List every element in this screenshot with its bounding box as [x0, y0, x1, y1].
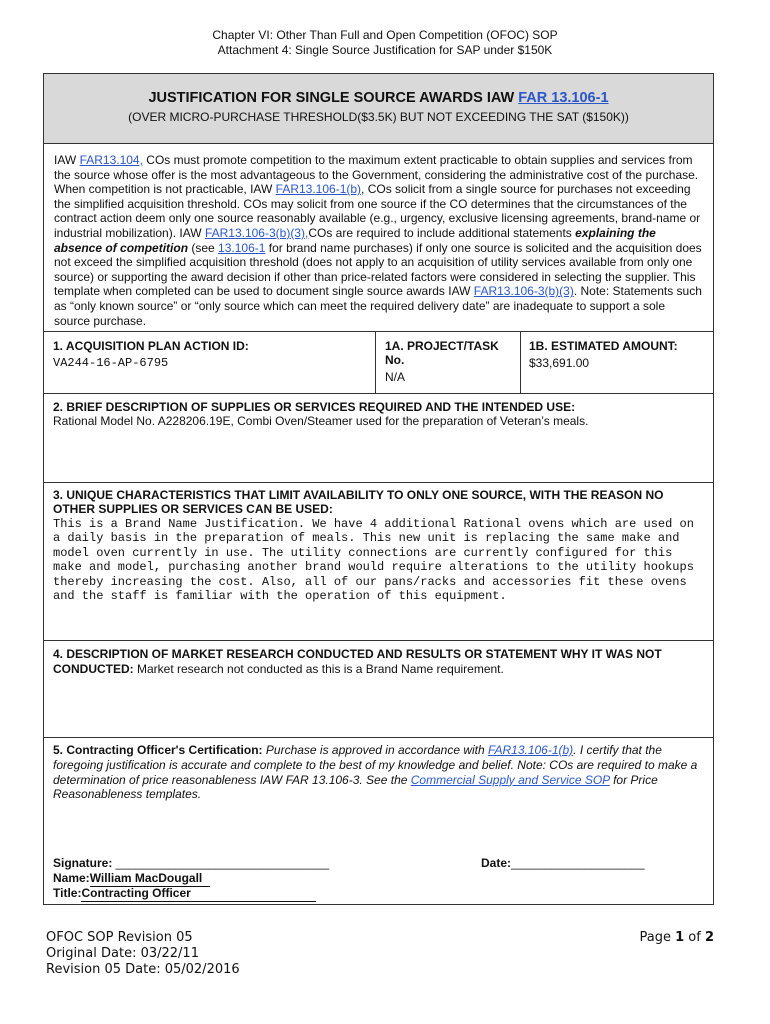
signature-label: Signature:	[53, 856, 116, 870]
intro-paragraph	[44, 144, 713, 332]
estimated-amount-label: 1B. ESTIMATED AMOUNT:	[529, 339, 678, 353]
header-line-2: Attachment 4: Single Source Justification for SAP under $150K	[217, 43, 553, 57]
project-task-cell	[376, 332, 521, 394]
page-prefix: Page	[639, 930, 676, 945]
date-field[interactable]: ____________________	[511, 856, 645, 870]
intro-emphasis: explaining the absence of competition	[54, 225, 656, 255]
form-subtitle: (OVER MICRO-PURCHASE THRESHOLD($3.5K) BUT NOT EXCEEDING THE SAT ($150K))	[128, 110, 629, 124]
footer-revision-date: Revision 05 Date: 05/02/2016	[46, 962, 240, 977]
commercial-supply-sop-link[interactable]: Commercial Supply and Service SOP	[410, 772, 610, 787]
far-13-106-1b-cert-link[interactable]: FAR13.106-1(b)	[488, 743, 574, 757]
justification-form	[43, 73, 714, 905]
intro-text: IAW	[54, 153, 80, 167]
far-13-106-1-link[interactable]: FAR 13.106-1	[518, 90, 609, 106]
page-header	[0, 28, 770, 58]
page-of: of	[684, 930, 705, 945]
section-5-certification	[44, 738, 713, 906]
form-title-block	[44, 74, 713, 144]
page-current: 1	[675, 930, 685, 945]
far-13-106-3b3-link[interactable]: FAR13.106-3(b)(3),	[204, 225, 309, 240]
footer-revision: OFOC SOP Revision 05	[46, 930, 193, 945]
date-row	[481, 856, 645, 871]
intro-text: for brand name purchases) if only one source is solicited and the acquisition does not exceed the simplified acquisition threshold (does not apply to an acquisition of utility services available from only one source) or supporting the award decision if other than price-related factors were considered in selecting the supplier. This template when completed can be used to document single source awards IAW	[54, 240, 702, 299]
section-3-text: This is a Brand Name Justification. We have 4 additional Rational ovens which are used on a daily basis in the preparation of meals. This new unit is replacing the same make and model oven currently in use. The utility connections are currently configured for this make and model, purchasing another brand would require alterations to the utility hookups thereby increasing the cost. Also, all of our pans/racks and accessories fit these ovens and the staff is familiar with the operation of this equipment.	[53, 517, 694, 604]
certification-text-part: for Price Reasonableness templates.	[53, 772, 658, 802]
section-3-unique-characteristics	[44, 483, 713, 641]
fields-row-1	[44, 332, 713, 394]
form-title-text: JUSTIFICATION FOR SINGLE SOURCE AWARDS IAW	[148, 90, 519, 106]
title-value: Contracting Officer	[81, 886, 316, 902]
title-row	[53, 886, 316, 902]
intro-text: , COs solicit from a single source for purchases not exceeding the simplified acquisition threshold. COs may solicit from one source if the CO determines that the circumstances of the contract action deem only one source reasonably available (e.g., urgency, exclusive licensing agreements, brand-name or industrial mobilization). IAW	[54, 182, 701, 240]
far-13-106-1-ref-link[interactable]: 13.106-1	[218, 240, 266, 255]
project-task-label: 1A. PROJECT/TASK No.	[385, 339, 499, 367]
section-4-market-research	[44, 641, 713, 738]
page-total: 2	[704, 930, 714, 945]
section-3-label: 3. UNIQUE CHARACTERISTICS THAT LIMIT AVAILABILITY TO ONLY ONE SOURCE, WITH THE REASON NO OTHER SUPPLIES OR SERVICES CAN BE USED:	[53, 488, 664, 516]
section-5-label: 5. Contracting Officer's Certification:	[53, 743, 263, 757]
name-value: William MacDougall	[90, 871, 210, 887]
certification-text	[53, 743, 704, 802]
section-4-label: 4. DESCRIPTION OF MARKET RESEARCH CONDUCTED AND RESULTS OR STATEMENT WHY IT WAS NOT CONDUCTED:	[53, 647, 662, 676]
intro-text: . Note: Statements such as “only known source” or “only source which can meet the required delivery date” are inadequate to support a sole source purchase.	[54, 284, 702, 328]
project-task-value: N/A	[385, 370, 406, 384]
acquisition-plan-id-value: VA244-16-AP-6795	[53, 356, 169, 370]
signature-field[interactable]: ________________________________	[115, 856, 330, 870]
intro-text: (see	[188, 240, 219, 255]
far-13-104-link[interactable]: FAR13.104,	[79, 153, 143, 167]
date-label: Date:	[481, 856, 512, 870]
acquisition-plan-id-cell	[44, 332, 376, 394]
footer-revision-info	[46, 930, 240, 978]
section-2-text: Rational Model No. A228206.19E, Combi Oven/Steamer used for the preparation of Veteran’s meals.	[53, 414, 589, 428]
form-title	[44, 90, 713, 106]
section-2-label: 2. BRIEF DESCRIPTION OF SUPPLIES OR SERVICES REQUIRED AND THE INTENDED USE:	[53, 400, 576, 414]
far-13-106-3b3-ref-link[interactable]: FAR13.106-3(b)(3)	[473, 284, 574, 299]
title-label: Title:	[53, 886, 82, 900]
header-line-1: Chapter VI: Other Than Full and Open Competition (OFOC) SOP	[212, 28, 558, 42]
certification-text-part: Purchase is approved in accordance with	[262, 743, 489, 757]
signature-row	[53, 856, 329, 871]
section-2-description	[44, 394, 713, 483]
intro-text: COs must promote competition to the maximum extent practicable to obtain supplies and services from the source whose offer is the most advantageous to the Government, considering the administrative cost of the purchase. When competition is not practicable, IAW	[54, 153, 699, 197]
intro-text: COs are required to include additional statements	[308, 225, 576, 240]
section-4-text: Market research not conducted as this is a Brand Name requirement.	[133, 662, 504, 676]
footer-original-date: Original Date: 03/22/11	[46, 946, 199, 961]
estimated-amount-value: $33,691.00	[529, 356, 590, 370]
estimated-amount-cell	[521, 332, 715, 394]
name-label: Name:	[53, 871, 90, 885]
page-number	[640, 930, 715, 946]
certification-text-part: . I certify that the foregoing justification is accurate and complete to the best of my knowledge and belief. Note: COs are required to make a determination of price reasonableness IAW FAR 13.106-3. See the	[53, 743, 698, 787]
name-row	[53, 871, 210, 887]
far-13-106-1b-link[interactable]: FAR13.106-1(b)	[275, 182, 362, 197]
acquisition-plan-id-label: 1. ACQUISITION PLAN ACTION ID:	[53, 339, 249, 353]
